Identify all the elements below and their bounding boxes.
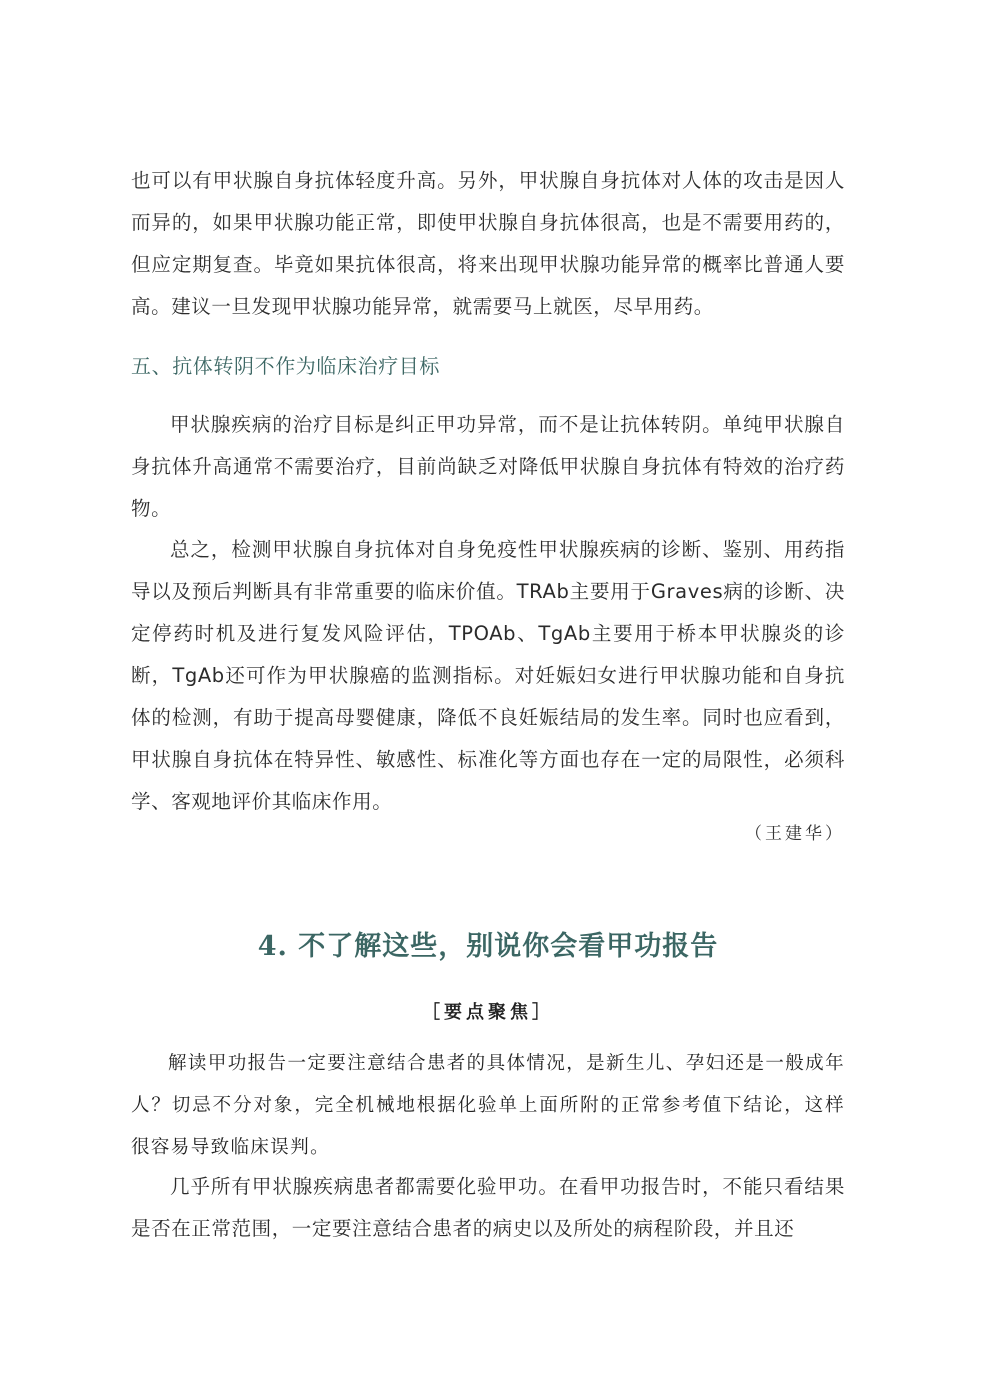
key-points-paragraph: 解读甲功报告一定要注意结合患者的具体情况，是新生儿、孕妇还是一般成年人？切忌不分对象，完全机械地根据化验单上面所附的正常参考值下结论，这样很容易导致临床误判。	[131, 1053, 845, 1158]
section-heading: 五、抗体转阴不作为临床治疗目标	[131, 354, 440, 378]
chapter-title: 4. 不了解这些，别说你会看甲功报告	[257, 931, 719, 962]
paragraph-section5: 甲状腺疾病的治疗目标是纠正甲功异常，而不是让抗体转阴。单纯甲状腺自身抗体升高通常不需要治疗，目前尚缺乏对降低甲状腺自身抗体有特效的治疗药物。	[131, 413, 845, 520]
paragraph-body: 几乎所有甲状腺疾病患者都需要化验甲功。在看甲功报告时，不能只看结果是否在正常范围，一定要注意结合患者的病史以及所处的病程阶段，并且还	[131, 1175, 845, 1240]
key-points-label: ［要点聚焦］	[422, 1002, 554, 1023]
paragraph-summary: 总之，检测甲状腺自身抗体对自身免疫性甲状腺疾病的诊断、鉴别、用药指导以及预后判断具有非常重要的临床价值。TRAb主要用于Graves病的诊断、决定停药时机及进行复发风险评估，TPOAb、TgAb主要用于桥本甲状腺炎的诊断，TgAb还可作为甲状腺癌的监测指标。对妊娠妇女进行甲状腺功能和自身抗体的检测，有助于提高母婴健康，降低不良妊娠结局的发生率。同时也应看到，甲状腺自身抗体在特异性、敏感性、标准化等方面也存在一定的局限性，必须科学、客观地评价其临床作用。	[131, 538, 845, 813]
author-credit: （王建华）	[745, 824, 845, 844]
paragraph-continuation: 也可以有甲状腺自身抗体轻度升高。另外，甲状腺自身抗体对人体的攻击是因人而异的，如果甲状腺功能正常，即使甲状腺自身抗体很高，也是不需要用药的，但应定期复查。毕竟如果抗体很高，将来出现甲状腺功能异常的概率比普通人要高。建议一旦发现甲状腺功能异常，就需要马上就医，尽早用药。	[131, 169, 845, 318]
